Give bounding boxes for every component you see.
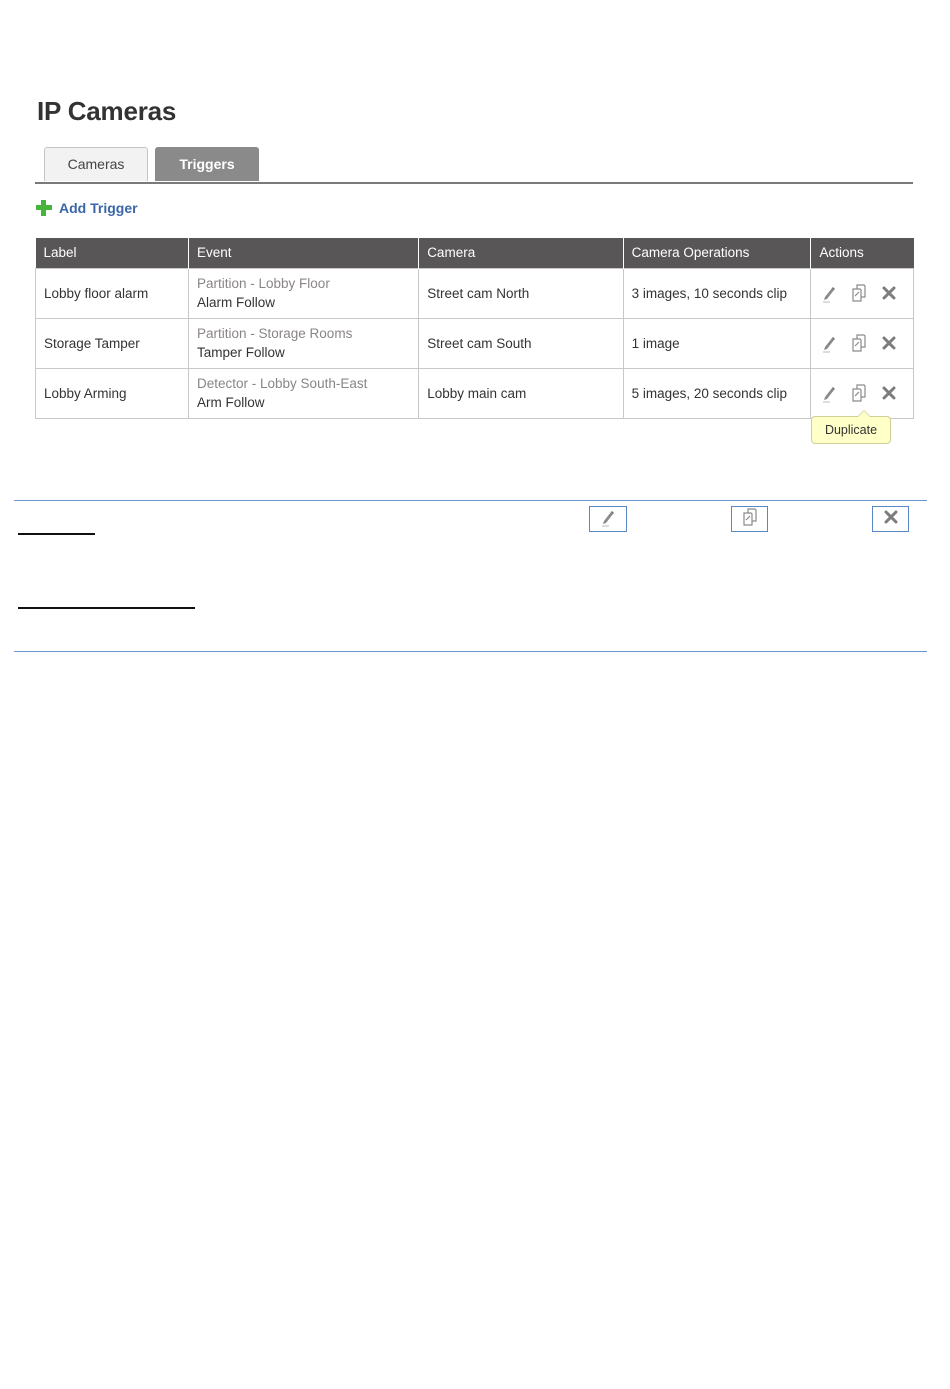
cell-label: Lobby floor alarm xyxy=(36,268,189,318)
delete-x-icon xyxy=(881,507,901,532)
edit-pencil-icon[interactable] xyxy=(819,333,839,353)
table-row xyxy=(36,368,914,418)
edit-pencil-icon xyxy=(598,507,618,532)
table-row xyxy=(36,268,914,318)
event-type: Partition - Lobby Floor xyxy=(197,276,330,291)
cell-event xyxy=(189,368,419,418)
event-follow: Alarm Follow xyxy=(197,295,276,310)
tab-cameras[interactable]: Cameras xyxy=(44,147,148,181)
legend-divider-bottom xyxy=(14,651,927,652)
legend-divider-top xyxy=(14,500,927,501)
legend-edit-button[interactable] xyxy=(589,506,627,532)
delete-x-icon[interactable] xyxy=(879,383,899,403)
duplicate-icon[interactable] xyxy=(849,383,869,403)
delete-x-icon[interactable] xyxy=(879,283,899,303)
add-trigger-label: Add Trigger xyxy=(59,200,138,216)
edit-pencil-icon[interactable] xyxy=(819,283,839,303)
duplicate-icon[interactable] xyxy=(849,333,869,353)
column-header-label: Label xyxy=(36,238,189,268)
table-header-row xyxy=(36,238,914,268)
legend-underline-long xyxy=(18,607,195,609)
table-row xyxy=(36,318,914,368)
add-trigger-button[interactable] xyxy=(36,199,138,217)
column-header-camera-operations: Camera Operations xyxy=(623,238,811,268)
cell-label: Storage Tamper xyxy=(36,318,189,368)
column-header-actions: Actions xyxy=(811,238,914,268)
cell-camera: Lobby main cam xyxy=(419,368,623,418)
legend-duplicate-button[interactable] xyxy=(731,506,768,532)
event-type: Detector - Lobby South-East xyxy=(197,376,368,391)
cell-camera: Street cam North xyxy=(419,268,623,318)
cell-actions xyxy=(811,318,914,368)
page-title: IP Cameras xyxy=(37,96,177,126)
cell-event xyxy=(189,318,419,368)
event-type: Partition - Storage Rooms xyxy=(197,326,353,341)
tab-bar xyxy=(35,147,913,184)
duplicate-tooltip: Duplicate xyxy=(811,416,891,444)
cell-operations: 3 images, 10 seconds clip xyxy=(623,268,811,318)
cell-actions xyxy=(811,268,914,318)
duplicate-icon xyxy=(740,507,760,532)
column-header-camera: Camera xyxy=(419,238,623,268)
duplicate-icon[interactable] xyxy=(849,283,869,303)
cell-operations: 5 images, 20 seconds clip xyxy=(623,368,811,418)
plus-icon xyxy=(36,200,52,216)
triggers-table xyxy=(35,238,914,419)
legend-underline-short xyxy=(18,533,95,535)
event-follow: Arm Follow xyxy=(197,395,265,410)
edit-pencil-icon[interactable] xyxy=(819,383,839,403)
delete-x-icon[interactable] xyxy=(879,333,899,353)
cell-label: Lobby Arming xyxy=(36,368,189,418)
cell-operations: 1 image xyxy=(623,318,811,368)
tab-triggers[interactable]: Triggers xyxy=(155,147,259,181)
cell-camera: Street cam South xyxy=(419,318,623,368)
column-header-event: Event xyxy=(189,238,419,268)
event-follow: Tamper Follow xyxy=(197,345,285,360)
cell-event xyxy=(189,268,419,318)
legend-delete-button[interactable] xyxy=(872,506,909,532)
